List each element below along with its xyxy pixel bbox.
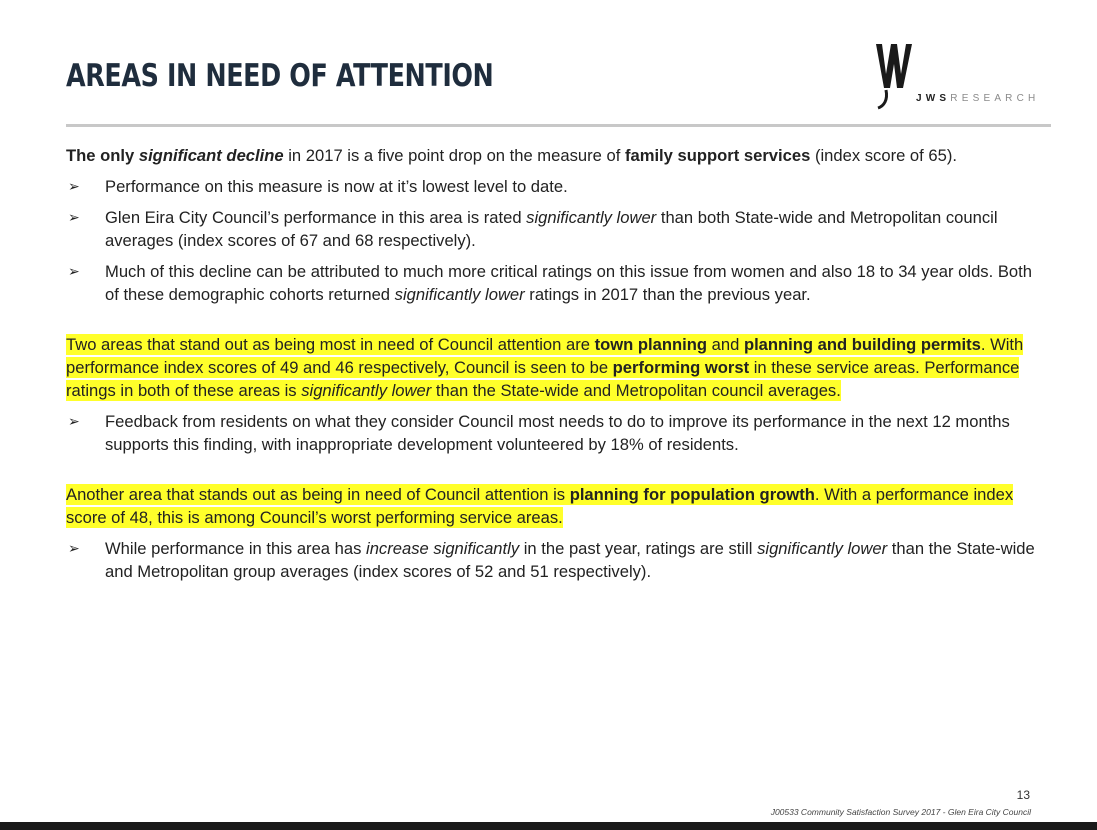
list-item: ➢ While performance in this area has increase significantly in the past year, ratings are still significantly lower than the State-wide and Metropolitan group averages (index scores of 52 and 51 respectively). <box>68 539 1035 581</box>
list-item: ➢ Performance on this measure is now at it’s lowest level to date. <box>68 177 568 196</box>
page-title: AREAS IN NEED OF ATTENTION <box>66 58 494 94</box>
section2-bullets <box>66 410 1046 456</box>
section1-intro: The only significant decline in 2017 is a five point drop on the measure of family support services (index score of 65). <box>66 146 957 165</box>
jws-research-logo <box>872 40 1042 115</box>
page-number: 13 <box>1016 788 1030 802</box>
section1-bullets <box>66 175 1046 306</box>
list-item: ➢ Feedback from residents on what they consider Council most needs to do to improve its performance in the next 12 months supports this finding, with inappropriate development volunteered by 18% of residents. <box>68 412 1010 454</box>
list-item: ➢ Glen Eira City Council’s performance in this area is rated significantly lower than both State-wide and Metropolitan council averages (index scores of 67 and 68 respectively). <box>68 208 998 250</box>
arrow-bullet-icon: ➢ <box>68 178 80 194</box>
section3-intro: Another area that stands out as being in need of Council attention is planning for population growth. With a performance index score of 48, this is among Council’s worst performing service areas. <box>66 485 1014 527</box>
section3-bullets <box>66 537 1046 583</box>
arrow-bullet-icon: ➢ <box>68 263 80 279</box>
header-divider <box>66 124 1051 127</box>
arrow-bullet-icon: ➢ <box>68 209 80 225</box>
slide-body <box>66 144 1046 591</box>
arrow-bullet-icon: ➢ <box>68 413 80 429</box>
bottom-bar <box>0 822 1097 830</box>
section2-intro: Two areas that stand out as being most in need of Council attention are town planning and planning and building permits. With performance index scores of 49 and 46 respectively, Council is seen to be performing worst in these service areas. Performance ratings in both of these areas is significantly lower than the State-wide and Metropolitan council averages. <box>66 335 1024 400</box>
footer-note: J00533 Community Satisfaction Survey 2017 - Glen Eira City Council <box>770 807 1031 817</box>
list-item: ➢ Much of this decline can be attributed to much more critical ratings on this issue from women and also 18 to 34 year olds. Both of these demographic cohorts returned significantly lower ratings in 2017 than the previous year. <box>68 262 1032 304</box>
arrow-bullet-icon: ➢ <box>68 540 80 556</box>
logo-wordmark: JWSRESEARCH <box>916 93 1040 104</box>
jws-logo-icon <box>872 40 916 110</box>
